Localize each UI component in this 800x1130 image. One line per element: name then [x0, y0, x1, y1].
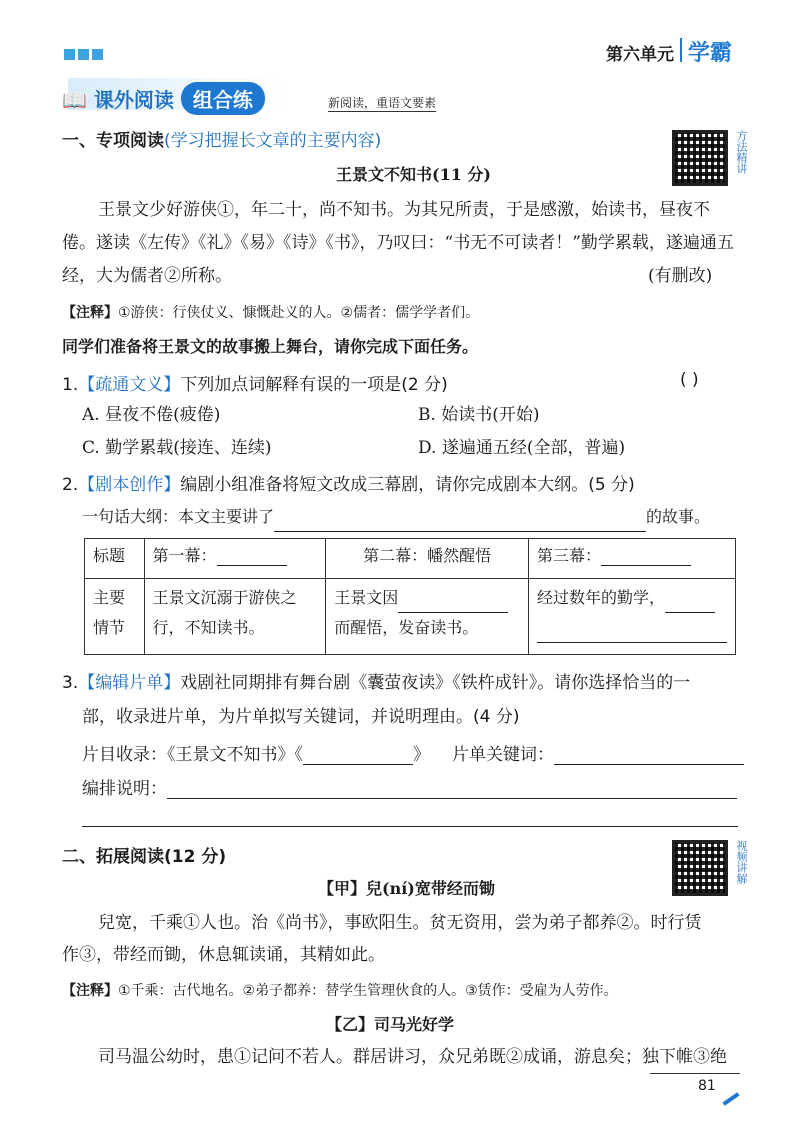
q1-num: 1. [62, 375, 79, 395]
q2-text: 编剧小组准备将短文改成三幕剧，请你完成剧本大纲。(5 分) [180, 475, 635, 495]
table-h1-text: 第一幕： [152, 546, 217, 565]
banner [62, 82, 265, 115]
table-c1a: 王景文沉溺于游侠之 [152, 588, 297, 607]
banner-title-a: 课外阅读 [93, 88, 174, 112]
table-c3a: 经过数年的勤学， [537, 588, 666, 607]
jia-note-tag: 【注释】 [62, 983, 118, 999]
q1-answer-paren[interactable]: ( ) [680, 370, 699, 390]
q3-text: 戏剧社同期排有舞台剧《囊萤夜读》《铁杵成针》。请你选择恰当的一 [180, 673, 691, 693]
q3-explain-blank-1[interactable] [167, 780, 737, 799]
table-r0 [85, 579, 145, 655]
table-c1 [144, 579, 326, 655]
qr-label-1: 方法精讲 [735, 130, 748, 174]
jia-title: 【甲】兒(ní)宽带经而锄 [318, 879, 495, 898]
qr-label-2: 视频讲解 [735, 840, 748, 884]
table-c2b: 而醒悟，发奋读书。 [334, 618, 479, 637]
table-c3-blank-b[interactable] [537, 624, 727, 643]
banner-subtitle: 新阅读，重语文要素 [328, 96, 437, 110]
table-h1-blank[interactable] [217, 549, 287, 566]
passage-line-2: 倦。遂读《左传》《礼》《易》《诗》《书》，乃叹曰：“书无不可读者！”勤学累载，遂遍通五 [62, 233, 734, 253]
q3-num: 3. [62, 673, 79, 693]
q3-line-a-text: 片目收录：《王景文不知书》《 [82, 745, 303, 765]
table-c3-blank-a[interactable] [665, 594, 715, 613]
q1-option-a[interactable]: A. 昼夜不倦(疲倦) [82, 405, 221, 425]
q2-summary [82, 502, 710, 532]
q3-explain-blank-2[interactable] [82, 808, 738, 827]
yi-title: 【乙】司马光好学 [326, 1015, 455, 1034]
table-h3-text: 第三幕： [537, 546, 602, 565]
q1 [62, 370, 448, 395]
pencil-icon [722, 1086, 740, 1105]
q2-tag: 【剧本创作】 [78, 475, 181, 495]
q3-line-c-text: 编排说明： [82, 779, 167, 799]
part1-heading-note: (学习把握长文章的主要内容) [164, 131, 382, 151]
passage-line-1: 王景文少好游侠①，年二十，尚不知书。为其兄所责，于是感激，始读书，昼夜不 [98, 200, 710, 220]
q3-line-a [82, 740, 430, 765]
passage-line-3: 经，大为儒者②所称。 [62, 266, 232, 286]
q3-title-blank[interactable] [303, 746, 413, 765]
unit-label: 第六单元 [606, 45, 674, 65]
table-c2a: 王景文因 [334, 588, 399, 607]
q3-text2: 部，收录进片单，为片单拟写关键词，并说明理由。(4 分) [82, 707, 520, 727]
table-c3 [529, 579, 736, 655]
q3-line-b-text: 片单关键词： [452, 745, 554, 765]
table-c1b: 行，不知读书。 [152, 618, 265, 637]
table-h1 [144, 539, 326, 579]
q1-option-c[interactable]: C. 勤学累载(接连、连续) [82, 438, 272, 458]
note-1 [62, 302, 479, 322]
table-h3 [529, 539, 736, 579]
q2-num: 2. [62, 475, 79, 495]
qr-code-1[interactable] [672, 130, 728, 186]
jia-line-2: 作③，带经而锄，休息辄读诵，其精如此。 [62, 945, 385, 965]
book-icon: 📖 [62, 88, 87, 112]
qr-code-2[interactable] [672, 840, 728, 896]
part1-heading [62, 126, 381, 151]
q1-tag: 【疏通文义】 [78, 375, 181, 395]
q2-summary-blank[interactable] [274, 511, 646, 532]
brand-logo: 学霸 [688, 41, 733, 66]
q1-option-b[interactable]: B. 始读书(开始) [418, 405, 540, 425]
jia-note [62, 980, 618, 1000]
table-h3-blank[interactable] [601, 549, 691, 566]
table-h2: 第二幕：幡然醒悟 [326, 539, 529, 579]
page-number: 81 [698, 1078, 716, 1094]
table-c2 [326, 579, 529, 655]
footer-rule [650, 1073, 740, 1074]
table-h0: 标题 [85, 539, 145, 579]
jia-line-1: 兒宽，千乘①人也。治《尚书》，事欧阳生。贫无资用，尝为弟子都养②。时行赁 [98, 913, 702, 933]
q3-line-b [452, 740, 744, 765]
q3 [62, 668, 752, 693]
table-c2-blank[interactable] [398, 594, 508, 613]
part2-heading: 二、拓展阅读(12 分) [62, 847, 227, 867]
task-intro: 同学们准备将王景文的故事搬上舞台，请你完成下面任务。 [62, 337, 479, 356]
q3-keyword-blank[interactable] [554, 746, 744, 765]
jia-note-text: ①千乘：古代地名。②弟子都养：替学生管理伙食的人。③赁作：受雇为人劳作。 [118, 983, 618, 999]
note-tag-1: 【注释】 [62, 305, 118, 321]
header-divider [680, 38, 682, 62]
table-r0b: 情节 [93, 618, 126, 637]
banner-title-b: 组合练 [181, 82, 265, 115]
q1-text: 下列加点词解释有误的一项是(2 分) [180, 375, 448, 395]
note-text-1: ①游侠：行侠仗义、慷慨赴义的人。②儒者：儒学学者们。 [118, 305, 480, 321]
table-r0a: 主要 [93, 588, 126, 607]
q2-summary-suffix: 的故事。 [646, 507, 711, 526]
yi-line-1: 司马温公幼时，患①记问不若人。群居讲习，众兄弟既②成诵，游息矣；独下帷③绝 [98, 1047, 727, 1067]
q2-summary-prefix: 一句话大纲：本文主要讲了 [82, 507, 275, 526]
q2 [62, 470, 635, 495]
passage-source: (有删改) [648, 266, 713, 286]
header-dots [64, 45, 106, 64]
part1-heading-text: 一、专项阅读 [62, 131, 164, 151]
q3-tag: 【编辑片单】 [78, 673, 181, 693]
q2-outline-table [84, 538, 736, 655]
q3-line-c [82, 774, 737, 799]
q1-option-d[interactable]: D. 遂遍通五经(全部，普遍) [418, 438, 626, 458]
passage-title: 王景文不知书(11 分) [336, 165, 491, 184]
q3-line-a-close: 》 [413, 745, 430, 765]
